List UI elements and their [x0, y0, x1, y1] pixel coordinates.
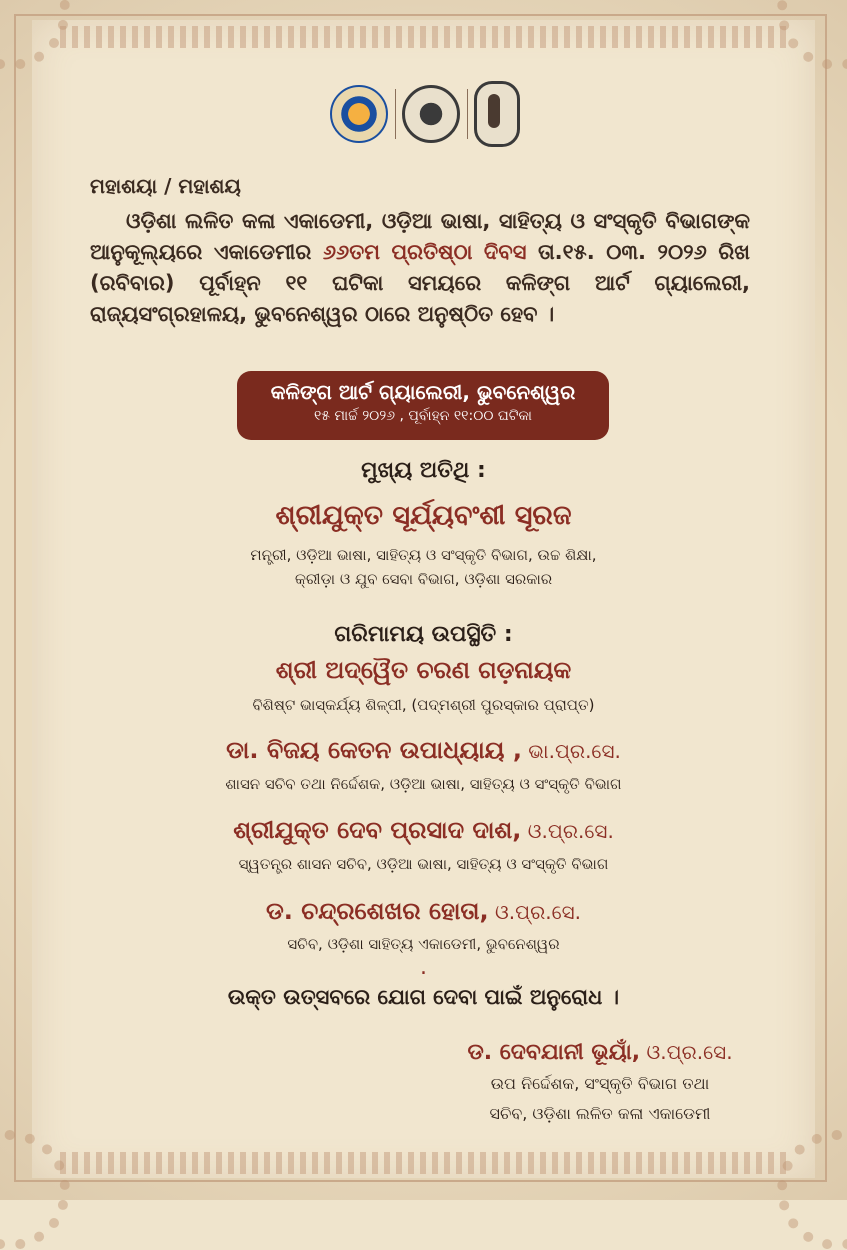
- separator-dot: .: [420, 955, 427, 980]
- foundation-day-highlight: ୬୬ତମ ପ୍ରତିଷ୍ଠା ଦିବସ: [322, 240, 527, 264]
- dignitaries-heading: ଗରିମାମୟ ଉପସ୍ଥିତି :: [334, 622, 513, 647]
- salutation: ମହାଶୟା / ମହାଶୟ: [90, 174, 241, 198]
- dignitary-name: [0, 656, 847, 684]
- signatory-name: [420, 1040, 780, 1065]
- chief-guest-desc-2: କ୍ରୀଡ଼ା ଓ ଯୁବ ସେବା ବିଭାଗ, ଓଡ଼ିଶା ସରକାର: [294, 570, 553, 588]
- dignitary-desc: ବିଶିଷ୍ଟ ଭାସ୍କର୍ଯ୍ୟ ଶିଳ୍ପୀ, (ପଦ୍ମଶ୍ରୀ ପୁରସ୍କାର ପ୍ରାପ୍ତ): [252, 696, 595, 714]
- venue-title: କଳିଙ୍ଗ ଆର୍ଟ ଗ୍ୟାଲେରୀ, ଭୁବନେଶ୍ୱର: [270, 380, 576, 404]
- chief-guest-heading: ମୁଖ୍ୟ ଅତିଥି :: [361, 458, 486, 483]
- dignitary-name: [0, 736, 847, 764]
- dignitary-desc: ସଚିବ, ଓଡ଼ିଶା ସାହିତ୍ୟ ଏକାଡେମୀ, ଭୁବନେଶ୍ୱର: [287, 935, 560, 953]
- dignitary-name-text: ଶ୍ରୀଯୁକ୍ତ ଦେବ ପ୍ରସାଦ ଦାଶ,: [233, 816, 522, 844]
- logo-divider: [467, 89, 468, 139]
- dignitary-desc: ସ୍ୱତନ୍ତ୍ର ଶାସନ ସଚିବ, ଓଡ଼ିଆ ଭାଷା, ସାହିତ୍ୟ ଓ ସଂସ୍କୃତି ବିଭାଗ: [238, 855, 609, 873]
- odisha-govt-emblem-icon: [402, 85, 460, 143]
- dignitary-desc: ଶାସନ ସଚିବ ତଥା ନିର୍ଦ୍ଦେଶକ, ଓଡ଼ିଆ ଭାଷା, ସାହିତ୍ୟ ଓ ସଂସ୍କୃତି ବିଭାଗ: [225, 775, 622, 793]
- dignitary-name: [0, 816, 847, 844]
- signatory-line-1: ଉପ ନିର୍ଦ୍ଦେଶକ, ସଂସ୍କୃତି ବିଭାଗ ତଥା: [490, 1074, 710, 1093]
- dignitary-suffix: ଓ.ପ୍ର.ସେ.: [521, 819, 614, 843]
- dignitary-suffix: ଭା.ପ୍ର.ସେ.: [521, 739, 621, 763]
- odia-language-emblem-icon: [330, 85, 388, 143]
- top-ornament: [60, 26, 787, 48]
- signatory-suffix: ଓ.ପ୍ର.ସେ.: [640, 1040, 733, 1064]
- dignitary-name: [0, 897, 847, 925]
- logo-divider: [395, 89, 396, 139]
- chief-guest-name: ଶ୍ରୀଯୁକ୍ତ ସୂର୍ଯ୍ୟବଂଶୀ ସୂରଜ: [275, 500, 572, 531]
- signatory-designation-1: [420, 1074, 780, 1094]
- bottom-ornament: [60, 1152, 787, 1174]
- attendance-request: ଉକ୍ତ ଉତ୍ସବରେ ଯୋଗ ଦେବା ପାଇଁ ଅନୁରୋଧ ।: [227, 985, 620, 1009]
- dignitary-name-text: ଶ୍ରୀ ଅଦ୍ୱୈତ ଚରଣ ଗଡ଼ନାୟକ: [275, 656, 572, 684]
- intro-paragraph: [90, 206, 750, 330]
- venue-banner: [237, 371, 609, 440]
- venue-datetime: ୧୫ ମାର୍ଚ୍ଚ ୨୦୨୬ , ପୂର୍ବାହ୍ନ ୧୧:୦୦ ଘଟିକା: [313, 408, 533, 424]
- lalit-kala-akademi-logo-icon: [474, 81, 520, 147]
- dignitary-name-text: ଡା. ବିଜୟ କେତନ ଉପାଧ୍ୟାୟ ,: [226, 736, 522, 764]
- chief-guest-desc-1: ମନ୍ତ୍ରୀ, ଓଡ଼ିଆ ଭାଷା, ସାହିତ୍ୟ ଓ ସଂସ୍କୃତି ବିଭାଗ, ଉଚ୍ଚ ଶିକ୍ଷା,: [250, 546, 597, 564]
- signatory-line-2: ସଚିବ, ଓଡ଼ିଶା ଲଳିତ କଳା ଏକାଡେମୀ: [489, 1104, 711, 1123]
- dignitary-name-text: ଡ. ଚନ୍ଦ୍ରଶେଖର ହୋତା,: [265, 897, 489, 925]
- intro-text-2: ତା.୧୫. ୦୩. ୨୦୨୬ ରିଖ (ରବିବାର) ପୂର୍ବାହ୍ନ ୧୧ ଘଟିକା ସମୟରେ କଳିଙ୍ଗ ଆର୍ଟ ଗ୍ୟାଲେରୀ, ରାଜ୍ୟସଂଗ୍ରହାଳୟ, ଭୁବନେଶ୍ୱର ଠାରେ ଅନୁଷ୍ଠିତ ହେବ ।: [90, 240, 750, 326]
- dignitary-suffix: ଓ.ପ୍ର.ସେ.: [488, 900, 582, 924]
- signatory-name-text: ଡ. ଦେବଯାନୀ ଭୂୟାଁ,: [467, 1040, 641, 1065]
- intro-text-1: ଓଡ଼ିଶା ଲଳିତ କଳା ଏକାଡେମୀ, ଓଡ଼ିଆ ଭାଷା, ସାହିତ୍ୟ ଓ ସଂସ୍କୃତି ବିଭାଗଙ୍କ ଆନୁକୂଲ୍ୟରେ ଏକାଡେମୀର: [90, 209, 750, 264]
- logo-strip: [330, 78, 520, 150]
- signatory-designation-2: [420, 1104, 780, 1124]
